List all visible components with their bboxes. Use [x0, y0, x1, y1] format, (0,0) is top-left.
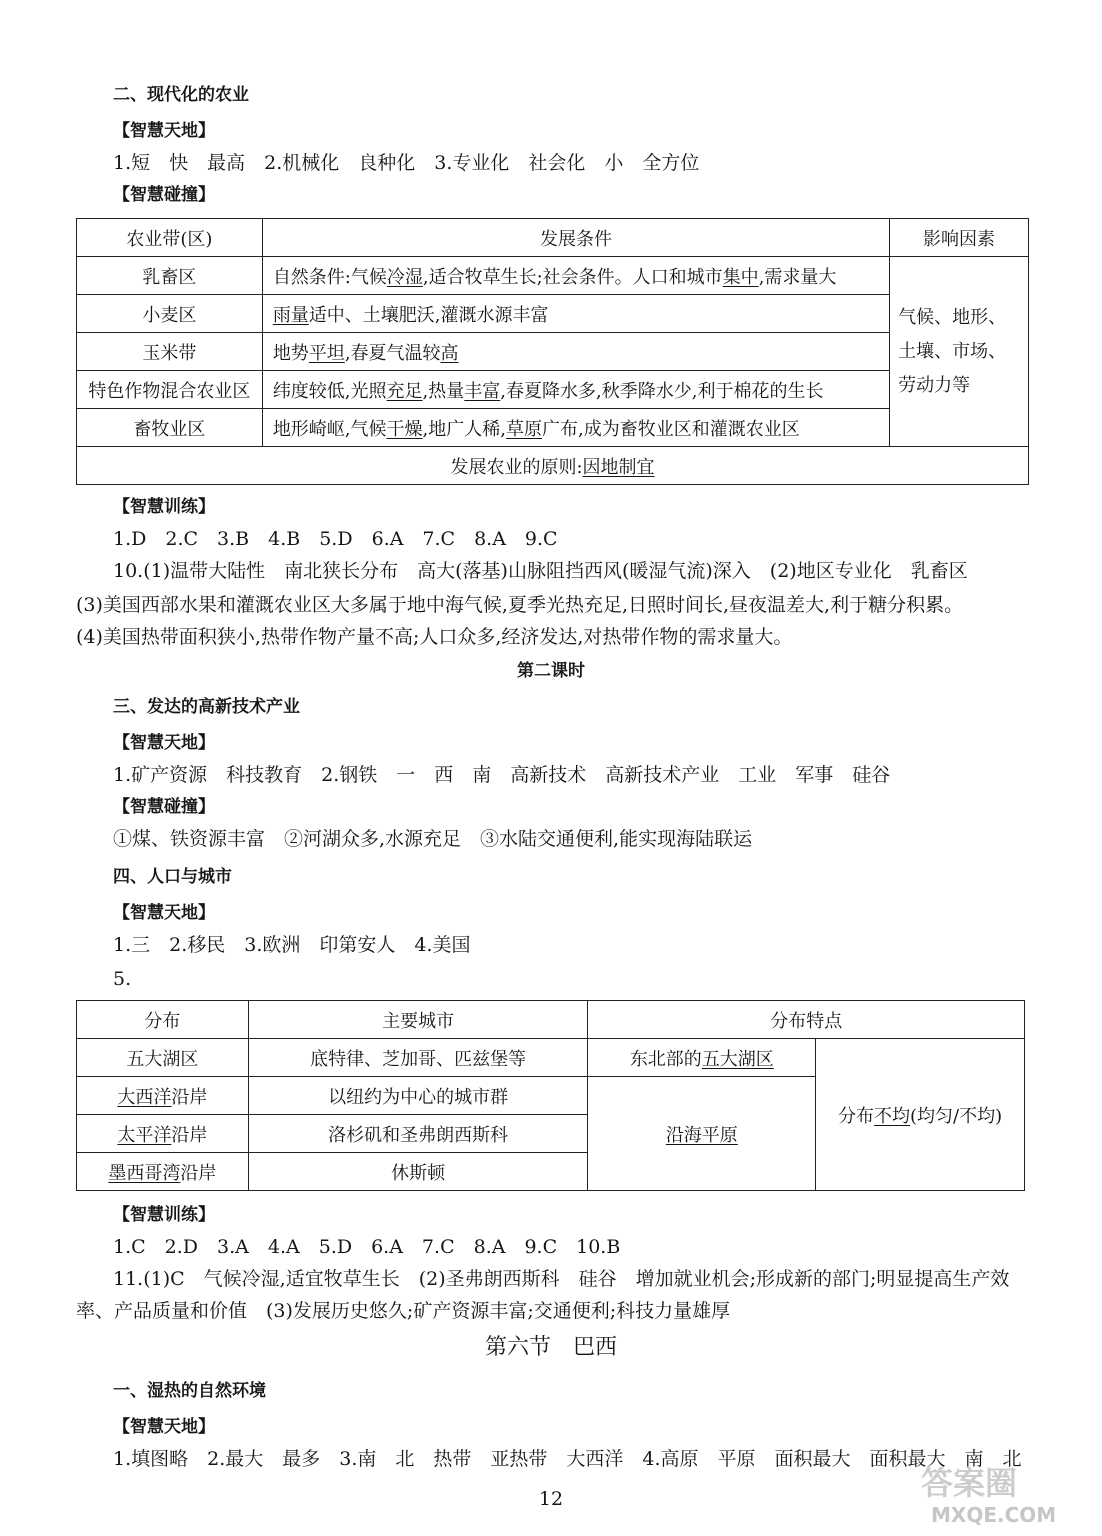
answer-blank: 平坦 — [308, 342, 345, 364]
section-label: 【智慧训练】 — [113, 497, 215, 517]
svg-text:MXQE.COM: MXQE.COM — [931, 1503, 1057, 1527]
svg-text:答案圈: 答案圈 — [921, 1464, 1018, 1502]
table-row — [77, 257, 1029, 295]
section-label: 【智慧天地】 — [113, 121, 215, 141]
answer-line: 11.(1)C 气候冷湿,适宜牧草生长 (2)圣弗朗西斯科 硅谷 增加就业机会;形成新的部门;明显提高生产效 — [113, 1268, 1010, 1290]
table-row — [77, 295, 1029, 333]
region-cell: 玉米带 — [77, 333, 263, 371]
answer-line: 1.C 2.D 3.A 4.A 5.D 6.A 7.C 8.A 9.C 10.B — [113, 1236, 621, 1258]
answer-blank: 大西洋 — [117, 1086, 172, 1108]
section-heading: 三、发达的高新技术产业 — [113, 697, 300, 717]
answer-line: 1.短 快 最高 2.机械化 良种化 3.专业化 社会化 小 全方位 — [113, 152, 700, 174]
answer-blank: 因地制宜 — [582, 456, 655, 478]
section-heading: 二、现代化的农业 — [113, 85, 249, 105]
answer-line: (4)美国热带面积狭小,热带作物产量不高;人口众多,经济发达,对热带作物的需求量大。 — [76, 626, 793, 648]
answer-blank: 沿海平原 — [665, 1124, 738, 1146]
answer-blank: 高 — [440, 342, 459, 364]
section-label: 【智慧天地】 — [113, 903, 215, 923]
answer-blank: 干燥 — [386, 418, 423, 440]
answer-line: 1.填图略 2.最大 最多 3.南 北 热带 亚热带 大西洋 4.高原 平原 面积最大 面积最大 南 北 — [113, 1448, 1022, 1470]
factor-cell: 气候、地形、土壤、市场、劳动力等 — [890, 257, 1029, 447]
table-header: 发展条件 — [262, 219, 889, 257]
section-title: 第六节 巴西 — [484, 1335, 617, 1360]
answer-line: 1.D 2.C 3.B 4.B 5.D 6.A 7.C 8.A 9.C — [113, 528, 558, 550]
region-cell: 大西洋沿岸 — [77, 1077, 249, 1115]
table-header: 分布 — [77, 1001, 249, 1039]
table-row — [77, 371, 1029, 409]
region-cell: 乳畜区 — [77, 257, 263, 295]
answer-line: 1.三 2.移民 3.欧洲 印第安人 4.美国 — [113, 934, 471, 956]
table-header: 分布特点 — [588, 1001, 1025, 1039]
answer-blank: 充足 — [386, 380, 423, 402]
table-header: 农业带(区) — [77, 219, 263, 257]
answer-line: 10.(1)温带大陆性 南北狭长分布 高大(落基)山脉阻挡西风(暖湿气流)深入 (2)地区专业化 乳畜区 — [113, 560, 968, 582]
answer-blank: 草原 — [506, 418, 542, 440]
table-header-row — [77, 1001, 1025, 1039]
region-cell: 太平洋沿岸 — [77, 1115, 249, 1153]
city-distribution-table — [76, 1000, 1025, 1191]
answer-line: 1.矿产资源 科技教育 2.钢铁 一 西 南 高新技术 高新技术产业 工业 军事 硅谷 — [113, 764, 891, 786]
answer-blank: 集中 — [722, 266, 759, 288]
section-label: 【智慧天地】 — [113, 1417, 215, 1437]
page-number: 12 — [538, 1488, 564, 1510]
answer-line: 率、产品质量和价值 (3)发展历史悠久;矿产资源丰富;交通便利;科技力量雄厚 — [76, 1300, 731, 1322]
condition-cell: 地势平坦,春夏气温较高 — [262, 333, 889, 371]
section-label: 【智慧训练】 — [113, 1205, 215, 1225]
region-cell: 墨西哥湾沿岸 — [77, 1153, 249, 1191]
section-heading: 一、湿热的自然环境 — [113, 1381, 266, 1401]
answer-blank: 雨量 — [272, 304, 309, 326]
watermark-logo — [917, 1458, 1092, 1528]
table-row — [77, 409, 1029, 447]
overall-feature-cell: 分布不均(均匀/不均) — [816, 1039, 1025, 1191]
answer-blank: 冷湿 — [386, 266, 423, 288]
question-number: 5. — [113, 968, 132, 990]
answer-blank: 墨西哥湾 — [108, 1162, 181, 1184]
answer-blank: 太平洋 — [117, 1124, 172, 1146]
answer-line: (3)美国西部水果和灌溉农业区大多属于地中海气候,夏季光热充足,日照时间长,昼夜温差大,利于糖分积累。 — [76, 594, 964, 616]
answer-blank: 不均 — [874, 1105, 911, 1127]
section-label: 【智慧天地】 — [113, 733, 215, 753]
table-header: 影响因素 — [890, 219, 1029, 257]
principle-cell: 发展农业的原则:因地制宜 — [77, 447, 1029, 485]
condition-cell: 地形崎岖,气候干燥,地广人稀,草原广布,成为畜牧业区和灌溉农业区 — [262, 409, 889, 447]
answer-line: ①煤、铁资源丰富 ②河湖众多,水源充足 ③水陆交通便利,能实现海陆联运 — [113, 828, 753, 850]
condition-cell: 雨量适中、土壤肥沃,灌溉水源丰富 — [262, 295, 889, 333]
feature-cell — [588, 1077, 816, 1191]
answer-blank: 丰富 — [464, 380, 501, 402]
section-heading: 四、人口与城市 — [113, 867, 232, 887]
section-label: 【智慧碰撞】 — [113, 797, 215, 817]
table-header: 主要城市 — [248, 1001, 588, 1039]
agriculture-table — [76, 218, 1029, 485]
region-cell: 五大湖区 — [77, 1039, 249, 1077]
table-row — [77, 447, 1029, 485]
condition-cell: 自然条件:气候冷湿,适合牧草生长;社会条件。人口和城市集中,需求量大 — [262, 257, 889, 295]
answer-blank: 五大湖区 — [701, 1048, 774, 1070]
feature-cell: 东北部的五大湖区 — [588, 1039, 816, 1077]
region-cell: 特色作物混合农业区 — [77, 371, 263, 409]
city-cell: 以纽约为中心的城市群 — [248, 1077, 588, 1115]
section-label: 【智慧碰撞】 — [113, 185, 215, 205]
region-cell: 畜牧业区 — [77, 409, 263, 447]
lesson-title: 第二课时 — [517, 661, 585, 681]
table-header-row — [77, 219, 1029, 257]
city-cell: 休斯顿 — [248, 1153, 588, 1191]
condition-cell: 纬度较低,光照充足,热量丰富,春夏降水多,秋季降水少,利于棉花的生长 — [262, 371, 889, 409]
region-cell: 小麦区 — [77, 295, 263, 333]
city-cell: 洛杉矶和圣弗朗西斯科 — [248, 1115, 588, 1153]
table-row — [77, 1039, 1025, 1077]
city-cell: 底特律、芝加哥、匹兹堡等 — [248, 1039, 588, 1077]
table-row — [77, 333, 1029, 371]
